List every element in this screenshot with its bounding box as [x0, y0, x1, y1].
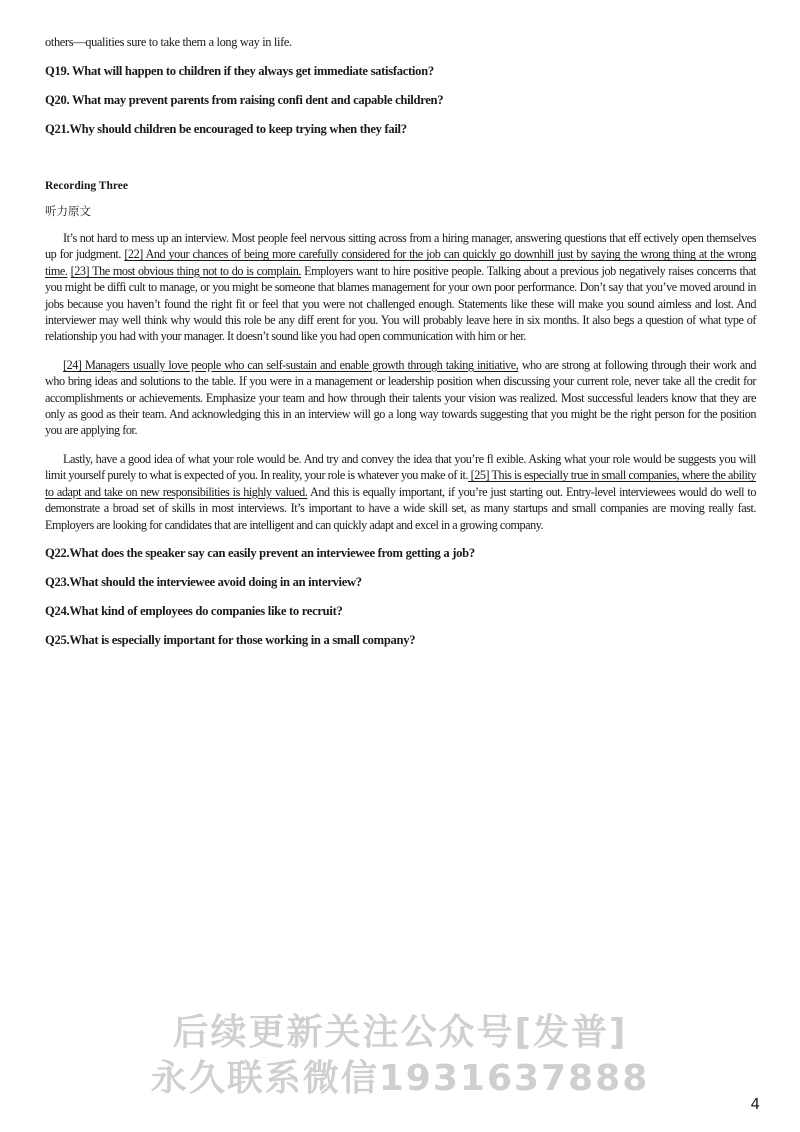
continued-text: others—qualities sure to take them a long way in life.: [45, 35, 292, 49]
question-19: Q19. What will happen to children if they always get immediate satisfaction?: [45, 64, 434, 78]
document-page: [45, 34, 756, 648]
transcript-paragraph-1: It’s not hard to mess up an interview. Most people feel nervous sitting across from a hiring manager, answering questions that eff ectively open themselves up for judgment. [22] And your chances of being more carefully considered for the job can quickly go downhill just by saying the wrong thing at the wrong time. [23] The most obvious thing not to do is complain. Employers want to hire positive people. Talking about a previous job negatively raises concerns that you might be diffi cult to manage, or you might be someone that blames management for your own poor performance. Don’t say that you’ve moved around in jobs because you haven’t found the right fit or feel that you were not challenged enough. Statements like these will make you sound aimless and lost. And interviewer may well think why would this role be any diff erent for you. You will probably leave here in six months. It also begs a question of what type of relationship you had with your manager. It doesn’t sound like you had open communication with him or her.: [45, 231, 756, 344]
question-25: Q25.What is especially important for those working in a small company?: [45, 632, 416, 647]
answer-23-underline: [23] The most obvious thing not to do is complain.: [70, 263, 301, 278]
watermark-line-2: 永久联系微信1931637888: [150, 1058, 650, 1099]
page-number: 4: [750, 1095, 760, 1113]
transcript-paragraph-2: [24] Managers usually love people who can self-sustain and enable growth through taking initiative, who are strong at following through their work and who bring ideas and solutions to the table. If you were in a management or leadership position when discussing your current role, never take all the credit for accomplishments or achievements. Emphasize your team and how through their talents your vision was realized. Most successful leaders know that they are only as good as their team. And acknowledging this in an interview will go a long way towards suggesting that you might be the right person for the position you are applying for.: [45, 357, 756, 438]
transcript-label: 听力原文: [45, 204, 91, 218]
section-title: Recording Three: [45, 180, 128, 192]
question-20: Q20. What may prevent parents from raising confi dent and capable children?: [45, 93, 444, 107]
question-24: Q24.What kind of employees do companies like to recruit?: [45, 603, 343, 618]
answer-22-underline: [22] And your chances of being more carefully considered for the job can quickly go downhill just by saying the wrong thing at the wrong time.: [45, 247, 756, 278]
answer-24-underline: [24] Managers usually love people who can self-sustain and enable growth through taking initiative,: [63, 357, 519, 372]
transcript-paragraph-3: Lastly, have a good idea of what your role would be. And try and convey the idea that you’re fl exible. Asking what your role would be suggests you will limit yourself purely to what is expected of you. In reality, your role is whatever you make of it. [25] This is especially true in small companies, where the ability to adapt and take on new responsibilities is highly valued. And this is equally important, if you’re just starting out. Entry-level interviewees would do well to demonstrate a broad set of skills in most interviews. It’s important to have a wide skill set, as many startups and small companies are moving really fast. Employers are looking for candidates that are intelligent and can quickly adapt and excel in a growing company.: [45, 451, 757, 532]
question-23: Q23.What should the interviewee avoid doing in an interview?: [45, 574, 362, 589]
question-22: Q22.What does the speaker say can easily prevent an interviewee from getting a job?: [45, 545, 475, 560]
question-21: Q21.Why should children be encouraged to keep trying when they fail?: [45, 122, 407, 136]
watermark-line-1: 后续更新关注公众号[发普]: [172, 1012, 628, 1053]
answer-25-underline: [25] This is especially true in small companies, where the ability to adapt and take on new responsibilities is highly valued.: [45, 468, 757, 499]
